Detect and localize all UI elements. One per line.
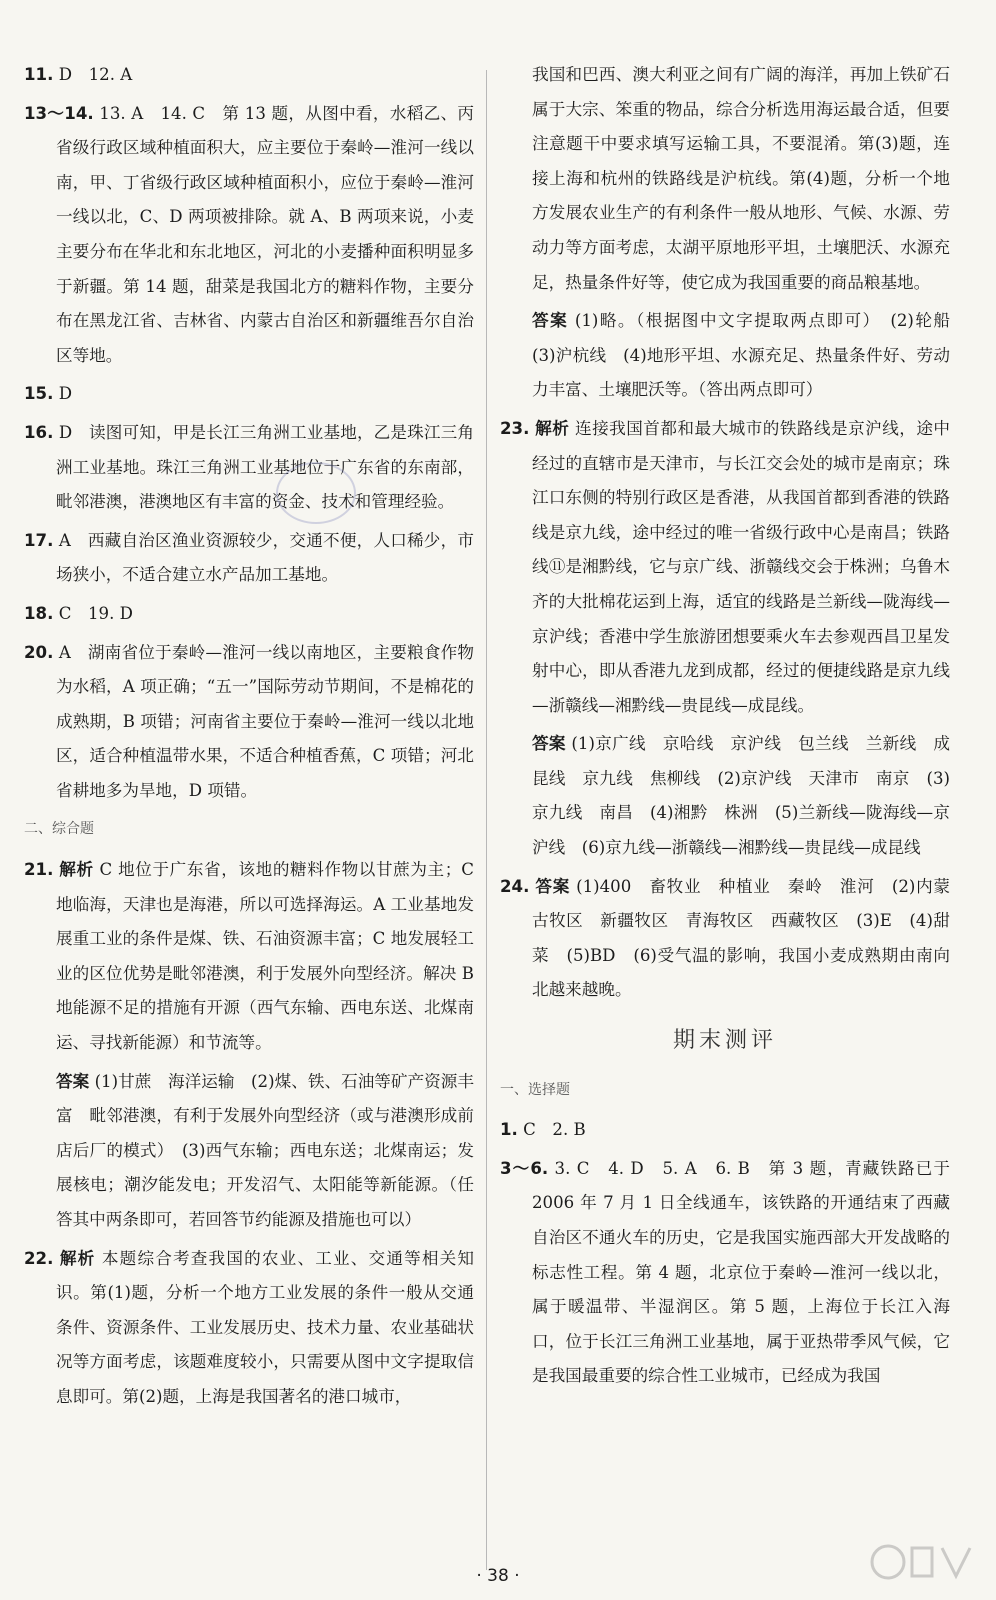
answer-text: A 西藏自治区渔业资源较少，交通不便，人口稀少，市场狭小，不适合建立水产品加工基地。: [56, 530, 474, 585]
answer-text: D 12. A: [58, 65, 133, 84]
question-number: 3～6.: [500, 1158, 549, 1178]
answer-item: [500, 412, 950, 723]
page-number-value: 38: [487, 1566, 509, 1586]
keyword-label: 解析: [59, 1248, 96, 1268]
answer-item: [500, 304, 967, 408]
column-divider: [486, 70, 487, 1570]
answer-text: 本题综合考查我国的农业、工业、交通等相关知识。第(1)题，分析一个地方工业发展的条件一般从交通条件、资源条件、工业发展历史、技术力量、农业基础状况等方面考虑，该题难度较小，只需要从图中文字提取信息即可。第(2)题，上海是我国著名的港口城市，: [56, 1248, 475, 1406]
answer-item: [24, 377, 474, 412]
question-number: 20.: [24, 642, 54, 662]
answer-text: C 19. D: [58, 603, 133, 623]
answer-text: 3. C 4. D 5. A 6. B 第 3 题，青藏铁路已于 2006 年 7 月 1 日全线通车，该铁路的开通结束了西藏自治区不通火车的历史，它是我国实施西部大开发战略的标志性工程。第 4 题，北京位于秦岭—淮河一线以北，属于暖温带、半湿润区。第 5 题，上海位于长江入海口，位于长江三角洲工业基地，属于亚热带季风气候，它是我国最重要的综合性工业城市，已经成为我国: [532, 1158, 950, 1386]
keyword-label: 解析: [59, 860, 94, 880]
answer-item: [24, 416, 474, 520]
answer-text: 连接我国首都和最大城市的铁路线是京沪线，途中经过的直辖市是天津市，与长江交会处的城市是南京；珠江口东侧的特别行政区是香港，从我国首都到香港的铁路线是京九线，途中经过的唯一省级行政中心是南昌；铁路线⑪是湘黔线，它与京广线、浙赣线交会于株洲；乌鲁木齐的大批棉花运到上海，适宜的线路是兰新线—陇海线—京沪线；香港中学生旅游团想要乘火车去参观西昌卫星发射中心，即从香港九龙到成都，经过的便捷线路是京九线—浙赣线—湘黔线—贵昆线—成昆线。: [532, 418, 951, 715]
keyword-label: 解析: [535, 418, 570, 438]
question-number: 21.: [24, 860, 54, 880]
question-number: 13～14.: [24, 103, 94, 123]
answer-item: [24, 636, 474, 809]
answer-text: 我国和巴西、澳大利亚之间有广阔的海洋，再加上铁矿石属于大宗、笨重的物品，综合分析选用海运最合适，但要注意题干中要求填写运输工具，不要混淆。第(3)题，连接上海和杭州的铁路线是沪杭线。第(4)题，分析一个地方发展农业生产的有利条件一般从地形、气候、水源、劳动力等方面考虑，太湖平原地形平坦，土壤肥沃、水源充足，热量条件好等，使它成为我国重要的商品粮基地。: [532, 65, 950, 292]
keyword-label: 答案: [532, 311, 569, 331]
question-number: 15.: [24, 384, 54, 404]
answer-text: D: [58, 384, 72, 404]
answer-item: [24, 1065, 474, 1238]
right-column: [500, 58, 967, 1398]
question-number: 24.: [500, 876, 530, 896]
answer-item: [500, 58, 950, 300]
keyword-label: 答案: [56, 1071, 90, 1091]
question-number: 11.: [24, 65, 54, 84]
answer-item: [500, 727, 950, 865]
answer-text: (1)略。（根据图中文字提取两点即可） (2)轮船 (3)沪杭线 (4)地形平坦、水源充足、热量条件好、劳动力丰富、土壤肥沃等。（答出两点即可）: [532, 311, 967, 400]
page-number: · 38 ·: [476, 1566, 520, 1586]
answer-text: C 地位于广东省，该地的糖料作物以甘蔗为主；C 地临海，天津也是海港，所以可选择海运。A 工业基地发展重工业的条件是煤、铁、石油资源丰富；C 地发展轻工业的区位优势是毗邻港澳，利于发展外向型经济。解决 B 地能源不足的措施有开源（西气东输、西电东送、北煤南运、寻找新能源）和节流等。: [56, 860, 475, 1053]
answer-item: [24, 524, 474, 593]
answer-item: [24, 58, 474, 93]
keyword-label: 答案: [532, 734, 566, 754]
answer-item: [500, 1152, 950, 1394]
question-number: 17.: [24, 530, 54, 550]
answer-item: [500, 1113, 950, 1148]
answer-item: [500, 870, 950, 1008]
question-number: 22.: [24, 1248, 54, 1268]
answer-item: [24, 1242, 474, 1415]
section-heading: 一、选择题: [500, 1081, 570, 1098]
answer-item: [24, 97, 474, 374]
faint-stamp-mark: [276, 462, 356, 524]
question-number: 23.: [500, 418, 530, 438]
answer-text: A 湖南省位于秦岭—淮河一线以南地区，主要粮食作物为水稻，A 项正确；“五一”国际劳动节期间，不是棉花的成熟期，B 项错；河南省主要位于秦岭—淮河一线以北地区，适合种植温带水果，不适合种植香蕉，C 项错；河北省耕地多为旱地，D 项错。: [56, 642, 474, 800]
section-heading: 二、综合题: [24, 821, 94, 838]
answer-text: (1)甘蔗 海洋运输 (2)煤、铁、石油等矿产资源丰富 毗邻港澳，有利于发展外向型经济（或与港澳形成前店后厂的模式） (3)西气东输；西电东送；北煤南运；发展核电；潮汐能发电；开发沼气、太阳能等新能源。（任答其中两条即可，若回答节约能源及措施也可以）: [56, 1071, 475, 1229]
section-title: 期末测评: [672, 1028, 777, 1054]
answer-text: (1)400 畜牧业 种植业 秦岭 淮河 (2)内蒙古牧区 新疆牧区 青海牧区 西藏牧区 (3)E (4)甜菜 (5)BD (6)受气温的影响，我国小麦成熟期由南向北越来越晚。: [532, 876, 951, 1000]
answer-text: D 读图可知，甲是长江三角洲工业基地，乙是珠江三角洲工业基地。珠江三角洲工业基地位于广东省的东南部，毗邻港澳，港澳地区有丰富的资金、技术和管理经验。: [56, 422, 474, 512]
question-number: 18.: [24, 603, 54, 623]
answer-text: C 2. B: [523, 1120, 586, 1140]
answer-item: [24, 597, 474, 632]
keyword-label: 答案: [535, 876, 571, 896]
question-number: 1.: [500, 1120, 518, 1140]
answer-text: (1)京广线 京哈线 京沪线 包兰线 兰新线 成昆线 京九线 焦柳线 (2)京沪线 天津市 南京 (3)京九线 南昌 (4)湘黔 株洲 (5)兰新线—陇海线—京沪线 (6)京九线—浙赣线—湘黔线—贵昆线—成昆线: [532, 734, 950, 858]
answer-item: [24, 853, 474, 1061]
left-column: [24, 58, 474, 1419]
answer-text: 13. A 14. C 第 13 题，从图中看，水稻乙、丙省级行政区域种植面积大，应主要位于秦岭—淮河一线以南，甲、丁省级行政区域种植面积小，应位于秦岭—淮河一线以北，C、D 两项被排除。就 A、B 两项来说，小麦主要分布在华北和东北地区，河北的小麦播种面积明显多于新疆。第 14 题，甜菜是我国北方的糖料作物，主要分布在黑龙江省、吉林省、内蒙古自治区和新疆维吾尔自治区等地。: [56, 103, 475, 365]
question-number: 16.: [24, 422, 54, 442]
